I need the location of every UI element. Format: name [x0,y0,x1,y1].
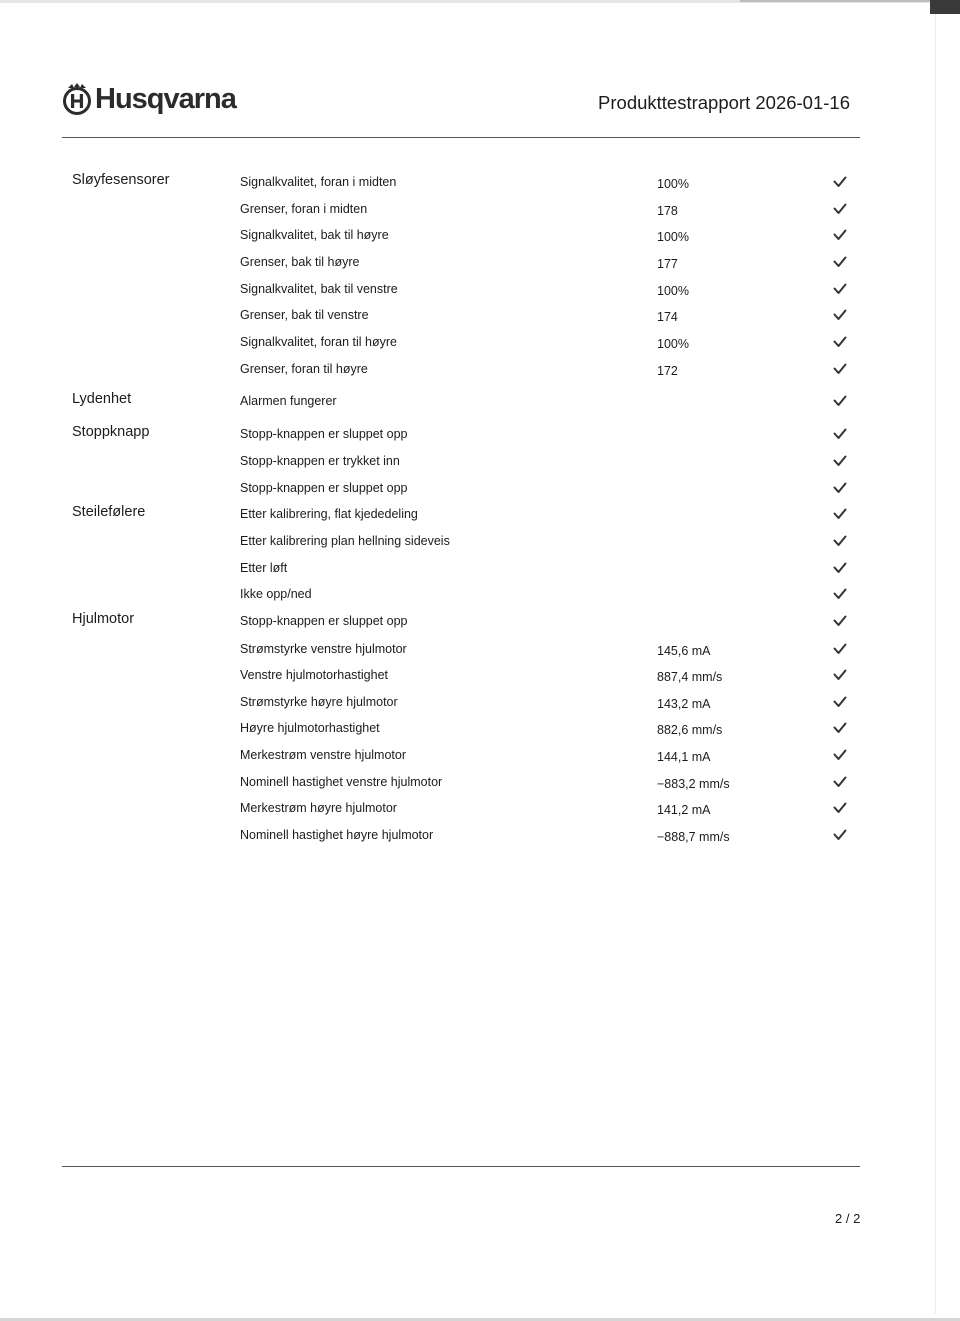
test-value: 143,2 mA [657,697,711,711]
test-label: Alarmen fungerer [240,394,337,408]
table-row [0,828,960,854]
scan-edge-corner [930,0,960,14]
test-label: Stopp-knappen er sluppet opp [240,481,408,495]
test-label: Venstre hjulmotorhastighet [240,668,389,682]
test-label: Signalkvalitet, foran i midten [240,175,397,189]
page-number: 2 / 2 [835,1211,861,1226]
test-label: Etter kalibrering, flat kjededeling [240,507,418,521]
husqvarna-logo-icon [62,82,92,116]
test-label: Signalkvalitet, foran til høyre [240,335,398,349]
test-label: Stopp-knappen er trykket inn [240,454,400,468]
table-row [0,255,960,281]
checkmark-icon [833,722,847,734]
test-value: −883,2 mm/s [657,777,730,791]
checkmark-icon [833,256,847,268]
test-label: Nominell hastighet venstre hjulmotor [240,775,443,789]
checkmark-icon [833,562,847,574]
report-header [62,78,860,122]
test-label: Etter kalibrering plan hellning sideveis [240,534,450,548]
checkmark-icon [833,643,847,655]
test-label: Merkestrøm venstre hjulmotor [240,748,407,762]
checkmark-icon [833,203,847,215]
test-label: Høyre hjulmotorhastighet [240,721,380,735]
table-row [0,748,960,774]
table-row [0,202,960,228]
table-row [0,534,960,560]
report-title: Produkttestrapport 2026-01-16 [598,92,850,113]
table-row [0,335,960,361]
test-label: Ikke opp/ned [240,587,312,601]
checkmark-icon [833,669,847,681]
table-row [0,308,960,334]
table-row [0,695,960,721]
checkmark-icon [833,283,847,295]
table-row [0,668,960,694]
test-label: Grenser, bak til høyre [240,255,360,269]
table-row [0,775,960,801]
checkmark-icon [833,428,847,440]
checkmark-icon [833,363,847,375]
table-row [0,424,960,453]
test-value: 100% [657,177,689,191]
test-value: 177 [657,257,678,271]
checkmark-icon [833,176,847,188]
table-row [0,391,960,420]
brand-name: Husqvarna [95,82,236,115]
test-value: 887,4 mm/s [657,670,723,684]
table-row [0,587,960,613]
header-divider [62,137,860,138]
test-value: 100% [657,230,689,244]
table-row [0,504,960,533]
checkmark-icon [833,588,847,600]
checkmark-icon [833,229,847,241]
test-value: 144,1 mA [657,750,711,764]
test-value: 100% [657,337,689,351]
table-row [0,561,960,587]
checkmark-icon [833,829,847,841]
checkmark-icon [833,696,847,708]
checkmark-icon [833,455,847,467]
test-label: Signalkvalitet, bak til høyre [240,228,389,242]
checkmark-icon [833,508,847,520]
footer-divider [62,1166,860,1167]
checkmark-icon [833,535,847,547]
table-row [0,611,960,640]
checkmark-icon [833,482,847,494]
checkmark-icon [833,336,847,348]
test-label: Etter løft [240,561,288,575]
test-label: Grenser, foran til høyre [240,362,368,376]
section-heading: Sløyfesensorer [72,172,170,188]
table-row [0,282,960,308]
section-heading: Stoppknapp [72,424,150,440]
test-value: 174 [657,310,678,324]
table-row [0,228,960,254]
table-row [0,642,960,668]
test-label: Stopp-knappen er sluppet opp [240,614,408,628]
table-row [0,172,960,201]
table-row [0,362,960,388]
brand-logo [62,82,236,116]
test-label: Grenser, bak til venstre [240,308,369,322]
section-heading: Lydenhet [72,391,132,407]
test-value: 178 [657,204,678,218]
table-row [0,801,960,827]
test-value: 172 [657,364,678,378]
test-label: Strømstyrke høyre hjulmotor [240,695,398,709]
test-label: Stopp-knappen er sluppet opp [240,427,408,441]
table-row [0,454,960,480]
checkmark-icon [833,395,847,407]
test-value: 145,6 mA [657,644,711,658]
test-label: Merkestrøm høyre hjulmotor [240,801,397,815]
test-label: Grenser, foran i midten [240,202,368,216]
test-label: Nominell hastighet høyre hjulmotor [240,828,434,842]
test-value: 141,2 mA [657,803,711,817]
scan-edge-mark [740,0,930,2]
checkmark-icon [833,802,847,814]
test-value: 882,6 mm/s [657,723,723,737]
checkmark-icon [833,615,847,627]
test-value: −888,7 mm/s [657,830,730,844]
section-heading: Hjulmotor [72,611,135,627]
table-row [0,721,960,747]
test-label: Strømstyrke venstre hjulmotor [240,642,407,656]
test-label: Signalkvalitet, bak til venstre [240,282,398,296]
checkmark-icon [833,309,847,321]
checkmark-icon [833,776,847,788]
checkmark-icon [833,749,847,761]
section-heading: Steilefølere [72,504,146,520]
test-value: 100% [657,284,689,298]
